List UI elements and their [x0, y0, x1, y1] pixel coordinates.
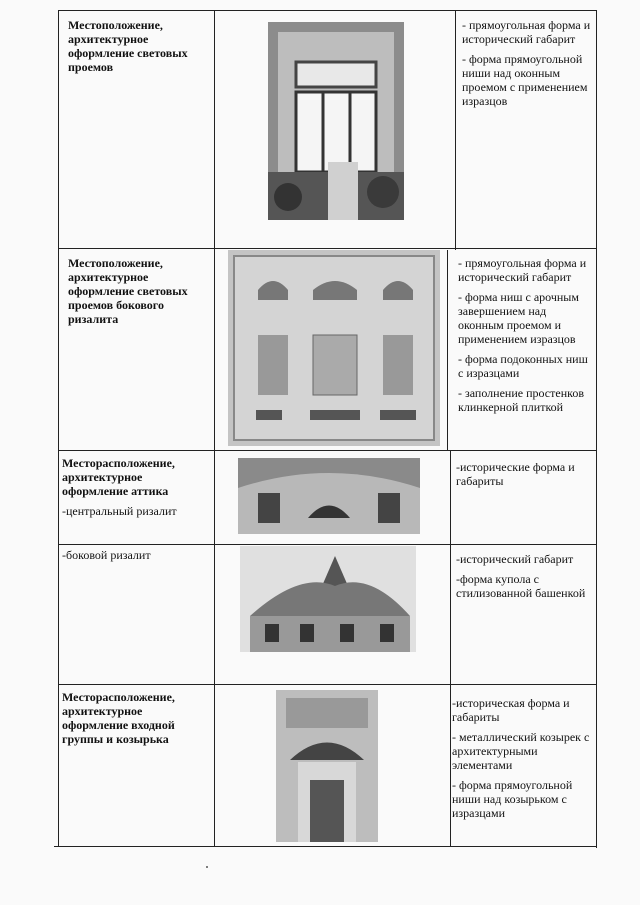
column-divider-2b: [447, 250, 448, 450]
row-divider-4: [58, 684, 596, 685]
row3-criteria: [456, 460, 592, 494]
row-divider-3: [58, 544, 596, 545]
criteria-item: - заполнение простенков клинкерной плиткой: [458, 386, 584, 414]
row1-left-title: Местоположение, архитектурное оформление световых проемов: [68, 18, 188, 74]
entrance-canopy-photo: [276, 690, 378, 842]
criteria-item: -форма купола с стилизованной башенкой: [456, 572, 586, 600]
criteria-item: - прямоугольная форма и исторический габарит: [462, 18, 591, 46]
criteria-item: - форма прямоугольной ниши над оконным проемом с применением изразцов: [462, 52, 588, 108]
criteria-item: - металлический козырек с архитектурными элементами: [452, 730, 590, 772]
row3-left-title: Месторасположение, архитектурное оформление аттика: [62, 456, 175, 498]
row5-left-title: Месторасположение, архитектурное оформление входной группы и козырька: [62, 690, 175, 746]
criteria-item: -исторические форма и габариты: [456, 460, 575, 488]
column-divider-2c: [450, 450, 451, 846]
column-divider-2: [455, 10, 456, 250]
attic-photo: [238, 458, 420, 534]
column-divider-1: [214, 10, 215, 846]
side-risalit-facade-photo: [228, 250, 440, 446]
row-divider-2: [58, 450, 596, 451]
scan-artifact: [206, 866, 208, 868]
row2-left-title: Местоположение, архитектурное оформление световых проемов бокового ризалита: [68, 256, 188, 326]
table-border-top: [58, 10, 596, 11]
dome-turret-photo: [240, 546, 416, 652]
table-border-left: [58, 10, 59, 846]
row1-criteria: [462, 18, 594, 114]
criteria-item: -историческая форма и габариты: [452, 696, 570, 724]
criteria-item: -исторический габарит: [456, 552, 574, 566]
row-divider-1: [58, 248, 596, 249]
row2-criteria: [458, 256, 594, 420]
row4-left-note: -боковой ризалит: [62, 548, 151, 562]
row3-left: [62, 456, 210, 518]
window-facade-photo: [268, 22, 404, 220]
row5-criteria: [452, 696, 592, 826]
row3-left-note: -центральный ризалит: [62, 504, 177, 518]
table-border-right: [596, 10, 597, 848]
table-border-bottom: [54, 846, 597, 847]
criteria-item: - форма прямоугольной ниши над козырьком с изразцами: [452, 778, 573, 820]
criteria-item: - форма ниш с арочным завершением над оконным проемом и применением изразцов: [458, 290, 579, 346]
row4-criteria: [456, 552, 592, 606]
criteria-item: - прямоугольная форма и исторический габарит: [458, 256, 587, 284]
criteria-item: - форма подоконных ниш с изразцами: [458, 352, 588, 380]
